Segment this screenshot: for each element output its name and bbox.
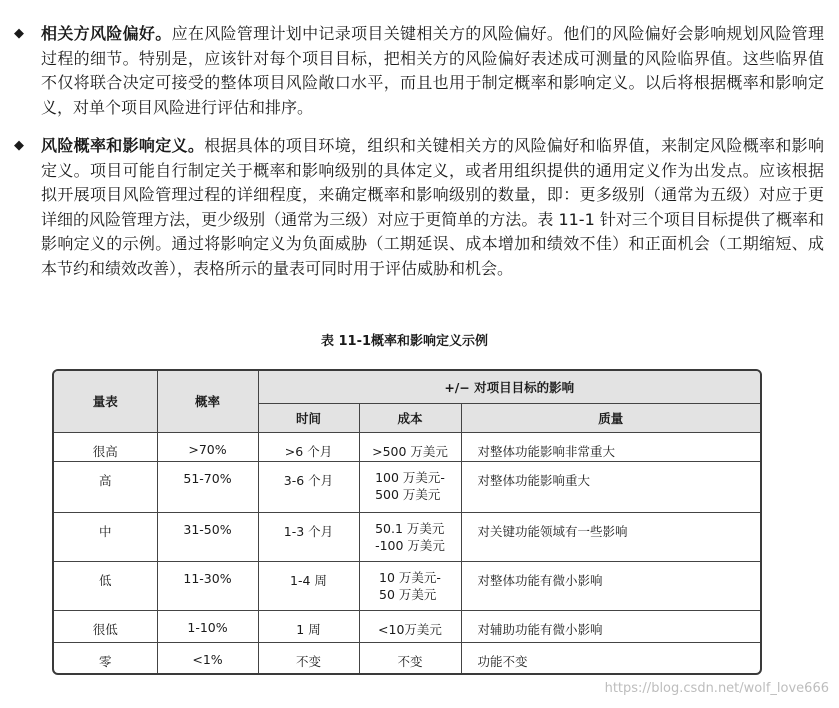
cell-scale: 低 <box>54 562 157 611</box>
watermark: https://blog.csdn.net/wolf_love666 <box>604 681 829 696</box>
cost-line: 不变 <box>397 653 423 669</box>
table-row <box>54 642 760 673</box>
cost-line: <10万美元 <box>378 622 442 638</box>
cell-scale: 高 <box>54 462 157 513</box>
cell-quality: 对关键功能领域有一些影响 <box>461 513 760 562</box>
cell-time: 1-3 个月 <box>258 513 359 562</box>
cell-quality: 对整体功能影响重大 <box>461 462 760 513</box>
cell-probability: <1% <box>157 642 258 673</box>
probability-impact-table <box>52 369 762 675</box>
header-probability: 概率 <box>157 371 258 432</box>
diamond-bullet-icon: ◆ <box>14 26 24 41</box>
cell-cost <box>359 432 461 462</box>
bullet-text <box>14 134 824 281</box>
cost-line: 500 万美元 <box>375 487 441 503</box>
bullet-risk-appetite <box>14 22 824 120</box>
bullet-term: 相关方风险偏好。 <box>41 24 172 43</box>
bullet-term: 风险概率和影响定义。 <box>41 136 205 155</box>
header-cost: 成本 <box>359 404 461 433</box>
cell-cost <box>359 513 461 562</box>
cell-scale: 零 <box>54 642 157 673</box>
header-impact: +/− 对项目目标的影响 <box>258 371 760 404</box>
cell-probability: >70% <box>157 432 258 462</box>
cost-line: >500 万美元 <box>372 443 448 459</box>
cost-line: 10 万美元- <box>379 570 441 586</box>
table-caption: 表 11-1概率和影响定义示例 <box>320 334 489 349</box>
cell-time: 不变 <box>258 642 359 673</box>
cell-probability: 51-70% <box>157 462 258 513</box>
cell-time: >6 个月 <box>258 432 359 462</box>
bullet-text <box>14 22 824 120</box>
cell-cost <box>359 562 461 611</box>
table-row <box>54 432 760 462</box>
cell-cost <box>359 642 461 673</box>
cell-probability: 31-50% <box>157 513 258 562</box>
cell-scale: 很低 <box>54 611 157 643</box>
cell-cost <box>359 462 461 513</box>
cost-line: 50.1 万美元 <box>375 521 445 537</box>
header-scale: 量表 <box>54 371 157 432</box>
table-row <box>54 462 760 513</box>
bullet-probability-impact <box>14 134 824 281</box>
cell-probability: 11-30% <box>157 562 258 611</box>
cell-quality: 功能不变 <box>461 642 760 673</box>
cell-probability: 1-10% <box>157 611 258 643</box>
cell-quality: 对辅助功能有微小影响 <box>461 611 760 643</box>
table-row <box>54 562 760 611</box>
table-row <box>54 513 760 562</box>
cell-scale: 很高 <box>54 432 157 462</box>
cell-cost <box>359 611 461 643</box>
cell-quality: 对整体功能有微小影响 <box>461 562 760 611</box>
cost-line: 50 万美元 <box>379 587 437 603</box>
bullet-body: 应在风险管理计划中记录项目关键相关方的风险偏好。他们的风险偏好会影响规划风险管理过程的细节。特别是，应该针对每个项目目标，把相关方的风险偏好表述成可测量的风险临界值。这些临界值不仅将联合决定可接受的整体项目风险敞口水平，而且也用于制定概率和影响定义。以后将根据概率和影响定义，对单个项目风险进行评估和排序。 <box>41 24 824 117</box>
cost-line: -100 万美元 <box>375 538 445 554</box>
cell-time: 1 周 <box>258 611 359 643</box>
diamond-bullet-icon: ◆ <box>14 138 24 153</box>
cell-scale: 中 <box>54 513 157 562</box>
cell-time: 1-4 周 <box>258 562 359 611</box>
cell-time: 3-6 个月 <box>258 462 359 513</box>
header-quality: 质量 <box>461 404 760 433</box>
cost-line: 100 万美元- <box>375 470 445 486</box>
cell-quality: 对整体功能影响非常重大 <box>461 432 760 462</box>
bullet-body: 根据具体的项目环境，组织和关键相关方的风险偏好和临界值，来制定风险概率和影响定义。项目可能自行制定关于概率和影响级别的具体定义，或者用组织提供的通用定义作为出发点。应该根据拟开展项目风险管理过程的详细程度，来确定概率和影响级别的数量，即：更多级别（通常为五级）对应于更详细的风险管理方法，更少级别（通常为三级）对应于更简单的方法。表 11-1 针对三个项目目标提供了概率和影响定义的示例。通过将影响定义为负面威胁（工期延误、成本增加和绩效不佳）和正面机会（工期缩短、成本节约和绩效改善），表格所示的量表可同时用于评估威胁和机会。 <box>41 136 824 278</box>
header-time: 时间 <box>258 404 359 433</box>
table-row <box>54 611 760 643</box>
